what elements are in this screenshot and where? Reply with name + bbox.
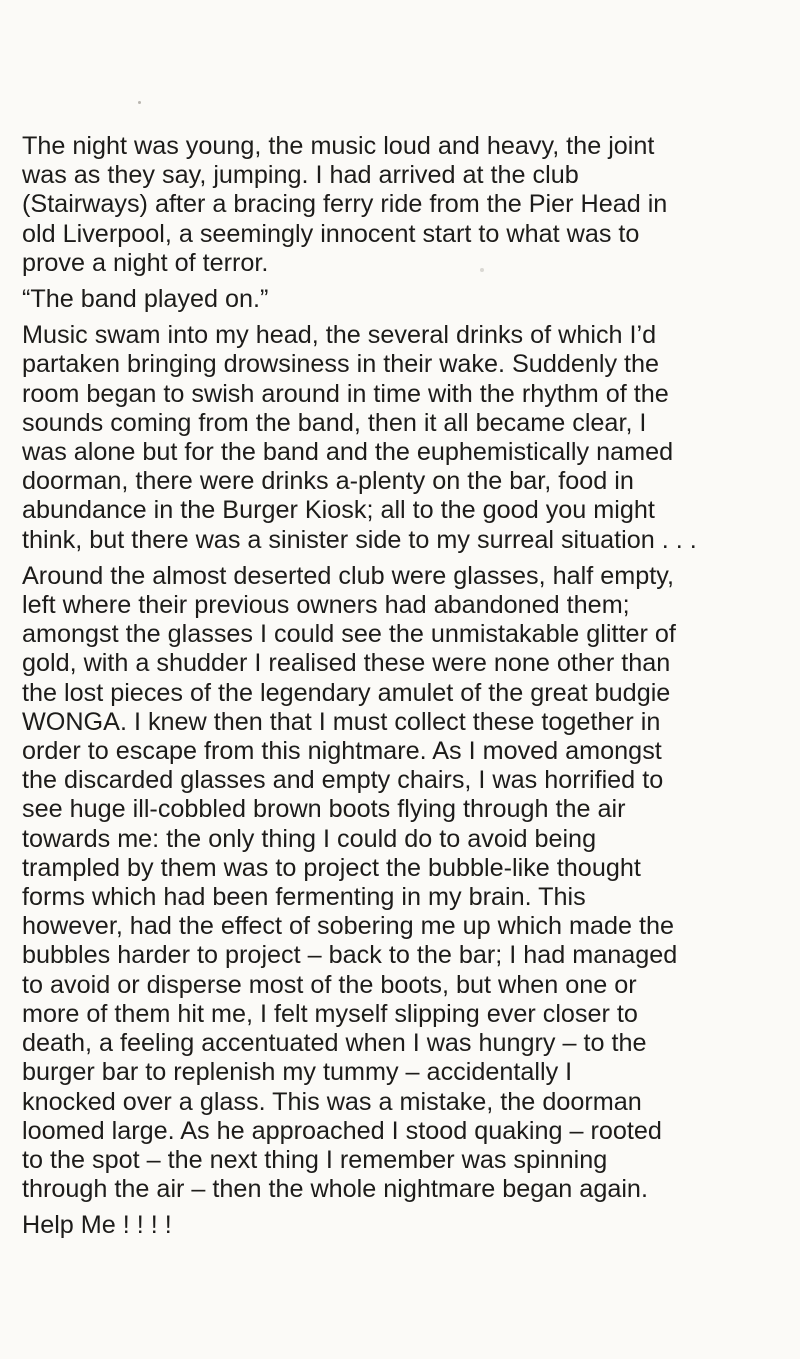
text-line: loomed large. As he approached I stood quaking – rooted	[22, 1116, 662, 1145]
text-line: sounds coming from the band, then it all became clear, I	[22, 408, 647, 437]
text-line: think, but there was a sinister side to my surreal situation . . .	[22, 525, 697, 554]
text-line: prove a night of terror.	[22, 248, 269, 277]
text-line: left where their previous owners had abandoned them;	[22, 591, 630, 620]
text-line: death, a feeling accentuated when I was hungry – to the	[22, 1029, 647, 1058]
text-line: forms which had been fermenting in my brain. This	[22, 883, 586, 912]
text-line: bubbles harder to project – back to the bar; I had managed	[22, 941, 678, 970]
story-paragraph	[22, 562, 772, 1204]
text-line: through the air – then the whole nightmare began again.	[22, 1175, 648, 1204]
text-line: room began to swish around in time with the rhythm of the	[22, 379, 669, 408]
text-line: abundance in the Burger Kiosk; all to the good you might	[22, 496, 655, 525]
story-text	[22, 132, 772, 1248]
text-line: however, had the effect of sobering me up which made the	[22, 912, 675, 941]
text-line: burger bar to replenish my tummy – accidentally I	[22, 1058, 573, 1087]
text-line: “The band played on.”	[22, 285, 269, 314]
text-line: see huge ill-cobbled brown boots flying through the air	[22, 795, 626, 824]
text-line: WONGA. I knew then that I must collect these together in	[22, 707, 661, 736]
text-line: old Liverpool, a seemingly innocent start to what was to	[22, 219, 640, 248]
text-line: towards me: the only thing I could do to avoid being	[22, 824, 597, 853]
text-line: Around the almost deserted club were glasses, half empty,	[22, 561, 674, 590]
text-line: to avoid or disperse most of the boots, but when one or	[22, 970, 637, 999]
text-line: partaken bringing drowsiness in their wake. Suddenly the	[22, 350, 660, 379]
text-line: Music swam into my head, the several drinks of which I’d	[22, 321, 657, 350]
text-line: doorman, there were drinks a-plenty on the bar, food in	[22, 467, 634, 496]
text-line: trampled by them was to project the bubble-like thought	[22, 853, 641, 882]
text-line: Help Me ! ! ! !	[22, 1211, 172, 1240]
text-line: (Stairways) after a bracing ferry ride from the Pier Head in	[22, 190, 668, 219]
text-line: The night was young, the music loud and heavy, the joint	[22, 132, 655, 160]
text-line: the discarded glasses and empty chairs, I was horrified to	[22, 766, 664, 795]
text-line: more of them hit me, I felt myself slipping ever closer to	[22, 999, 638, 1028]
text-line: gold, with a shudder I realised these were none other than	[22, 649, 671, 678]
text-line: was alone but for the band and the euphemistically named	[22, 438, 674, 467]
text-line: order to escape from this nightmare. As I moved amongst	[22, 737, 662, 766]
text-line: was as they say, jumping. I had arrived at the club	[22, 161, 579, 190]
story-paragraph	[22, 1211, 772, 1240]
paper-speck	[138, 101, 141, 104]
story-paragraph	[22, 285, 772, 314]
text-line: to the spot – the next thing I remember was spinning	[22, 1145, 608, 1174]
story-paragraph	[22, 132, 772, 278]
text-line: amongst the glasses I could see the unmistakable glitter of	[22, 620, 676, 649]
text-line: knocked over a glass. This was a mistake, the doorman	[22, 1087, 642, 1116]
story-paragraph	[22, 321, 772, 555]
text-line: the lost pieces of the legendary amulet of the great budgie	[22, 678, 671, 707]
